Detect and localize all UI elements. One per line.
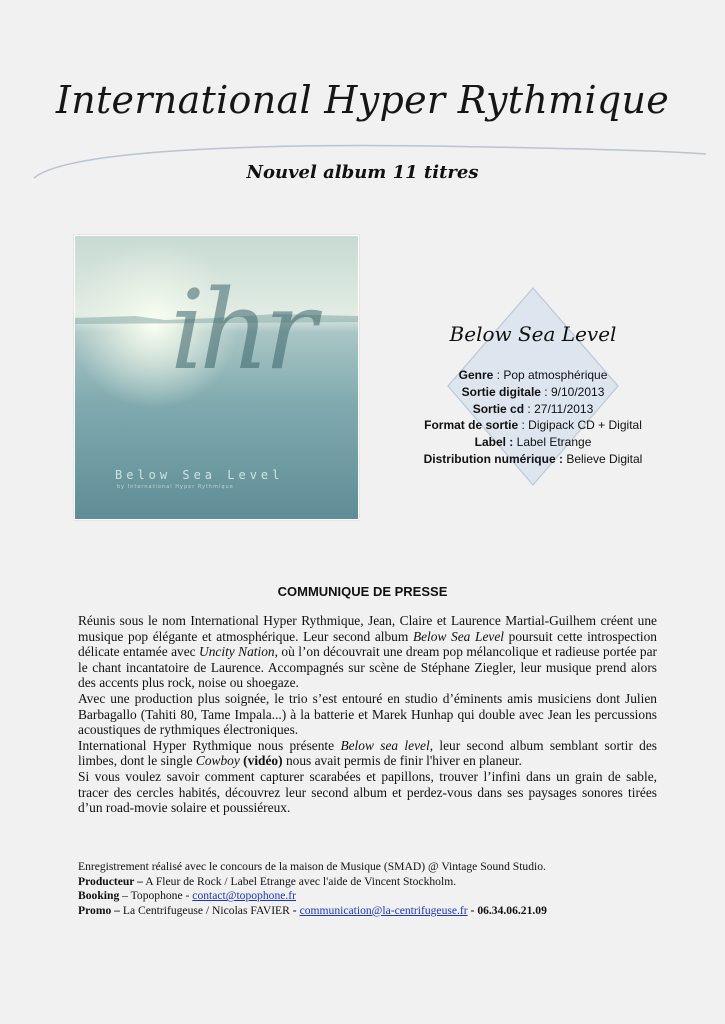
detail-value: Label Etrange [516, 435, 592, 450]
paragraph-1: Réunis sous le nom International Hyper Rythmique, Jean, Claire et Laurence Martial-Guilhem créent une musique pop élégante et atmosphérique. Leur second album Below Sea Level poursuit cette introspection délicate entamée avec Uncity Nation, où l’on découvrait une dream pop mélancolique et radieuse portée par le chant incantatoire de Laurence. Accompagnés sur scène de Stéphane Ziegler, leur musique prend alors des accents plus rock, noise ou shoegaze. [78, 613, 658, 691]
album-name: Below Sea Level [449, 322, 617, 346]
detail-genre: Genre : Pop atmosphérique [458, 368, 608, 382]
page-subtitle: Nouvel album 11 titres [246, 162, 479, 183]
detail-label: Genre [458, 368, 494, 382]
detail-digital-release: Sortie digitale : 9/10/2013 [461, 384, 605, 399]
video-link-text[interactable]: (vidéo) [243, 753, 283, 769]
booking-credit: Booking – Topophone - contact@topophone.fr [78, 889, 297, 903]
detail-value: 9/10/2013 [550, 384, 605, 399]
album-cover-image [74, 235, 359, 520]
detail-value: Believe Digital [566, 451, 643, 466]
detail-value: 27/11/2013 [534, 401, 594, 416]
detail-label: Format de sortie [424, 418, 519, 433]
recording-credit: Enregistrement réalisé avec le concours de la maison de Musique (SMAD) @ Vintage Sound Studio. [78, 860, 546, 873]
cover-title-text: Below Sea Level [115, 468, 284, 482]
detail-label: Sortie digitale [461, 384, 541, 399]
detail-label: Label : [474, 435, 514, 450]
detail-format: Format de sortie : Digipack CD + Digital [424, 418, 642, 433]
booking-email-link[interactable]: contact@topophone.fr [192, 889, 297, 903]
detail-value: Pop atmosphérique [503, 368, 608, 382]
promo-phone: - 06.34.06.21.09 [467, 903, 547, 917]
detail-label: Sortie cd [472, 401, 525, 416]
press-release-body [78, 613, 657, 816]
producer-credit: Producteur – A Fleur de Rock / Label Etrange avec l'aide de Vincent Stockholm. [78, 874, 457, 888]
paragraph-3: International Hyper Rythmique nous présente Below sea level, leur second album semblant sortir des limbes, dont le single Cowboy (vidéo) nous avait permis de finir l'hiver en planeur. [78, 737, 657, 769]
press-release-heading: COMMUNIQUE DE PRESSE [277, 584, 448, 599]
page-title: International Hyper Rythmique [55, 78, 670, 122]
album-details [418, 367, 648, 468]
cover-subtitle-text: by International Hyper Rythmique [117, 484, 234, 490]
paragraph-4: Si vous voulez savoir comment capturer scarabées et papillons, trouver l’infini dans un grain de sable, tracer des cercles habités, découvrez leur second album et perdez-vous dans ses paysages sonores tirées d’un road-movie solaire et poussiéreux. [78, 768, 657, 816]
cover-logo-text: ihr [170, 266, 311, 394]
paragraph-2: Avec une production plus soignée, le trio s’est entouré en studio d’éminents amis musiciens dont Julien Barbagallo (Tahiti 80, Tame Impala...) à la batterie et Marek Hunhap qui double avec Jean les percussions acoustiques de rythmiques électroniques. [78, 690, 657, 738]
detail-label-row [418, 434, 648, 451]
detail-value: Digipack CD + Digital [528, 418, 642, 433]
detail-distribution [418, 451, 648, 468]
detail-cd-release: Sortie cd : 27/11/2013 [472, 401, 594, 416]
detail-label: Distribution numérique : [423, 451, 563, 466]
credits-footer [78, 860, 678, 918]
promo-email-link[interactable]: communication@la-centrifugeuse.fr [299, 903, 468, 917]
promo-credit: Promo – La Centrifugeuse / Nicolas FAVIER - communication@la-centrifugeuse.fr - 06.34.06.21.09 [78, 903, 547, 917]
